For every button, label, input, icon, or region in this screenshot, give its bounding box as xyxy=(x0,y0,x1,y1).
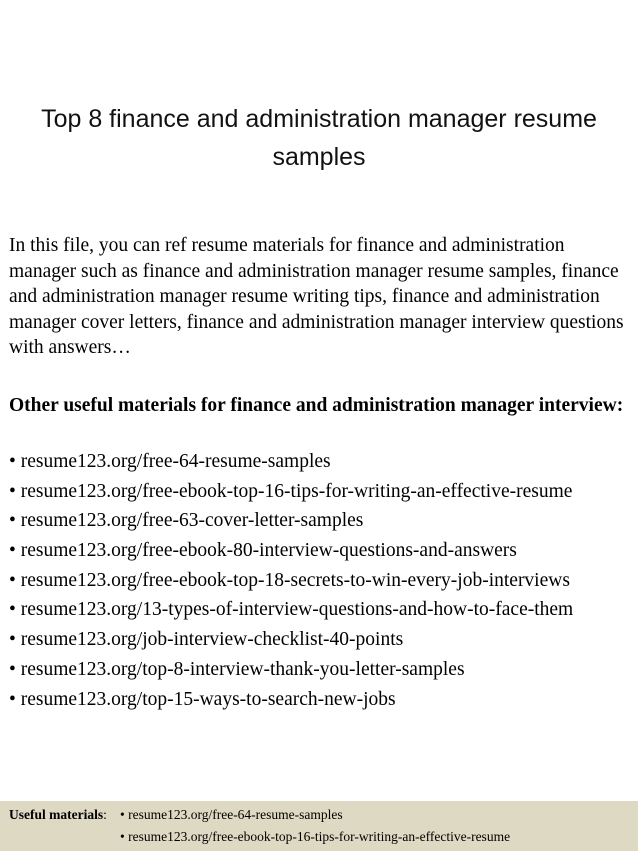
footer-band xyxy=(0,801,638,851)
resource-link[interactable]: • resume123.org/free-ebook-top-18-secrets-to-win-every-job-interviews xyxy=(9,569,570,591)
intro-paragraph: In this file, you can ref resume materials for finance and administration manager such as finance and administration manager resume samples, finance and administration manager resume writing tips, finance and administration manager cover letters, finance and administration manager interview questions with answers… xyxy=(9,235,624,358)
resource-link[interactable]: • resume123.org/job-interview-checklist-40-points xyxy=(9,629,404,651)
footer-link[interactable]: • resume123.org/free-64-resume-samples xyxy=(120,807,343,822)
footer-label-text: Useful materials xyxy=(9,807,104,822)
resource-link[interactable]: • resume123.org/free-ebook-top-16-tips-for-writing-an-effective-resume xyxy=(9,480,573,502)
resource-link[interactable]: • resume123.org/free-63-cover-letter-samples xyxy=(9,510,364,532)
resource-link[interactable]: • resume123.org/free-ebook-80-interview-questions-and-answers xyxy=(9,540,517,562)
section-heading: Other useful materials for finance and administration manager interview: xyxy=(9,395,624,416)
resource-link[interactable]: • resume123.org/top-8-interview-thank-you-letter-samples xyxy=(9,658,465,680)
resource-list xyxy=(9,450,573,717)
resource-link[interactable]: • resume123.org/top-15-ways-to-search-new-jobs xyxy=(9,688,396,710)
footer-colon: : xyxy=(103,807,107,822)
footer-label xyxy=(9,807,107,823)
resource-link[interactable]: • resume123.org/13-types-of-interview-questions-and-how-to-face-them xyxy=(9,599,574,621)
page-title: Top 8 finance and administration manager resume samples xyxy=(41,105,597,171)
resource-link[interactable]: • resume123.org/free-64-resume-samples xyxy=(9,451,331,472)
footer-link[interactable]: • resume123.org/free-ebook-top-16-tips-for-writing-an-effective-resume xyxy=(120,829,511,844)
